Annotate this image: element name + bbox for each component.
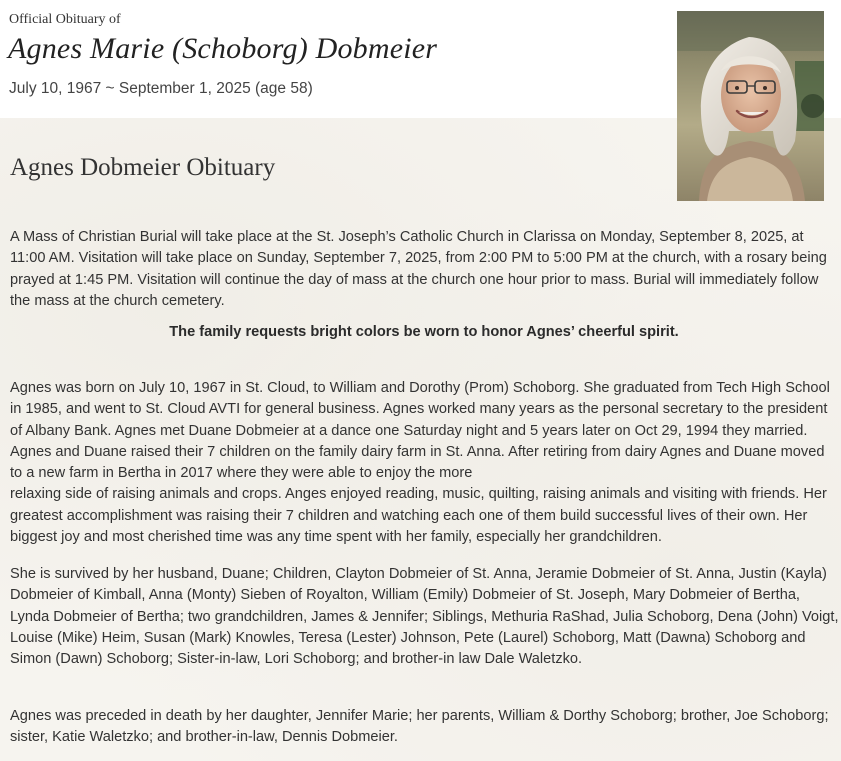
official-obituary-label: Official Obituary of: [9, 12, 121, 27]
deceased-name: Agnes Marie (Schoborg) Dobmeier: [8, 32, 438, 65]
life-story-part-1: Agnes was born on July 10, 1967 in St. Cloud, to William and Dorothy (Prom) Schoborg. She graduated from Tech High School in 1985, and went to St. Cloud AVTI for general business. Agnes worked many years as the personal secretary to the president of Albany Bank. Agnes met Duane Dobmeier at a dance one Saturday night and 5 years later on Oct 29, 1994 they married. Agnes and Duane raised their 7 children on the family dairy farm in St. Anna. After retiring from dairy Agnes and Duane moved to a new farm in Bertha in 2017 where they were able to enjoy the more: [10, 380, 830, 482]
life-story-paragraph: [10, 378, 840, 548]
life-dates: July 10, 1967 ~ September 1, 2025 (age 58): [9, 80, 313, 97]
service-paragraph: A Mass of Christian Burial will take place at the St. Joseph’s Catholic Church in Clarissa on Monday, September 8, 2025, at 11:00 AM. Visitation will take place on Sunday, September 7, 2025, from 2:00 PM to 5:00 PM at the church, with a rosary being prayed at 1:45 PM. Visitation will continue the day of mass at the church one hour prior to mass. Burial will immediately follow the mass at the church cemetery.: [10, 229, 827, 309]
survivors-paragraph: She is survived by her husband, Duane; Children, Clayton Dobmeier of St. Anna, Jeramie Dobmeier of St. Anna, Justin (Kayla) Dobmeier of Kimball, Anna (Monty) Sieben of Royalton, William (Emily) Dobmeier of St. Joseph, Mary Dobmeier of Bertha, Lynda Dobmeier of Bertha; two grandchildren, James & Jennifer; Siblings, Methuria RaShad, Julia Schoborg, Dena (John) Voigt, Louise (Mike) Heim, Susan (Mark) Knowles, Teresa (Lester) Johnson, Pete (Laurel) Schoborg, Matt (Dawna) Schoborg and Simon (Dawn) Schoborg; Sister-in-law, Lori Schoborg; and brother-in law Dale Waletzko.: [10, 566, 839, 668]
portrait-photo-icon: [677, 11, 824, 201]
obituary-title: Agnes Dobmeier Obituary: [10, 154, 276, 181]
bright-colors-request: The family requests bright colors be worn to honor Agnes’ cheerful spirit.: [169, 324, 679, 340]
portrait-photo[interactable]: [677, 11, 824, 201]
preceded-in-death-paragraph: Agnes was preceded in death by her daughter, Jennifer Marie; her parents, William & Dorthy Schoborg; brother, Joe Schoborg; sister, Katie Waletzko; and brother-in-law, Dennis Dobmeier.: [10, 708, 829, 746]
life-story-part-2: relaxing side of raising animals and crops. Anges enjoyed reading, music, quilting, raising animals and visiting with friends. Her greatest accomplishment was raising their 7 children and watching each one of them build successful lives of their own. Her biggest joy and most cherished time was any time spent with her family, especially her grandchildren.: [10, 486, 827, 546]
obituary-content: [0, 118, 841, 761]
